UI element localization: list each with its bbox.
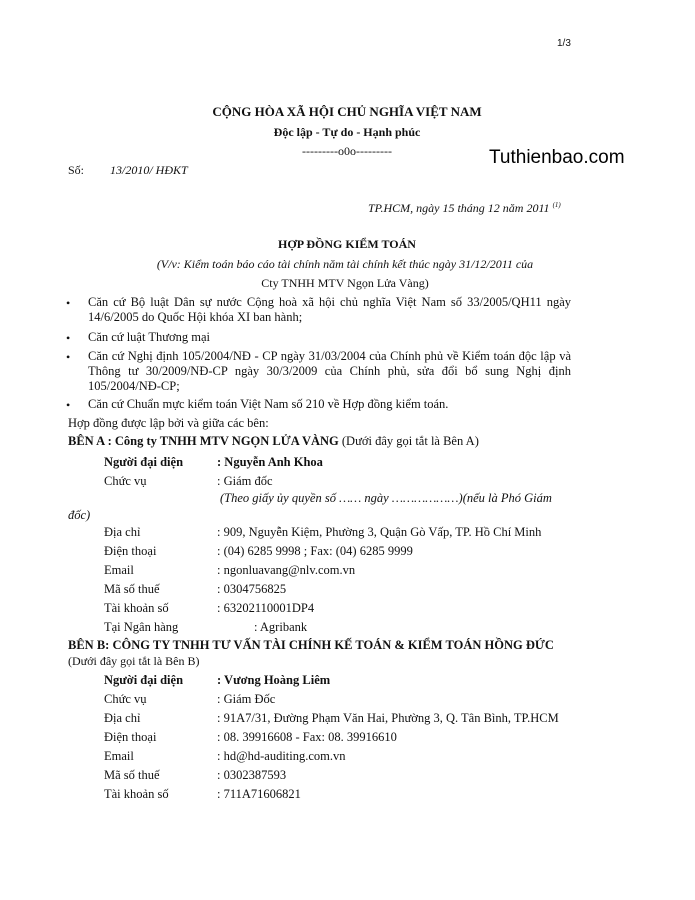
party-a-tax-value: : 0304756825 bbox=[217, 582, 287, 596]
party-b-rep-value: : Vương Hoàng Liêm bbox=[217, 673, 331, 687]
party-b-position-value: : Giám Đốc bbox=[217, 692, 276, 706]
party-a-account-label: Tài khoản số bbox=[104, 601, 169, 615]
bullet-icon: • bbox=[66, 350, 71, 364]
party-a-phone-value: : (04) 6285 9998 ; Fax: (04) 6285 9999 bbox=[217, 544, 413, 558]
intro-text: Hợp đồng được lập bởi và giữa các bên: bbox=[68, 416, 269, 430]
party-a-bank-label: Tại Ngân hàng bbox=[104, 620, 179, 634]
party-a-rep-value: : Nguyễn Anh Khoa bbox=[217, 455, 323, 469]
bullet-icon: • bbox=[66, 296, 71, 310]
party-a-position-value: : Giám đốc bbox=[217, 474, 273, 488]
watermark-text: Tuthienbao.com bbox=[489, 147, 625, 168]
party-a-account-value: : 63202110001DP4 bbox=[217, 601, 315, 615]
party-b-account-value: : 711A71606821 bbox=[217, 787, 301, 801]
party-b-address-label: Địa chỉ bbox=[104, 711, 141, 725]
contract-number: 13/2010/ HĐKT bbox=[110, 163, 188, 177]
bullet-icon: • bbox=[66, 331, 71, 345]
party-b-phone-label: Điện thoại bbox=[104, 730, 157, 744]
place-date-footnote: (1) bbox=[552, 201, 561, 209]
place-date bbox=[368, 201, 561, 216]
contract-subtitle-line2: Cty TNHH MTV Ngọn Lửa Vàng) bbox=[261, 276, 429, 290]
contract-number-label: Số: bbox=[68, 163, 85, 177]
party-a-rep-label: Người đại diện bbox=[104, 455, 184, 469]
party-a-heading bbox=[68, 434, 479, 449]
contract-subtitle-line1: (V/v: Kiểm toán báo cáo tài chính năm tài chính kết thúc ngày 31/12/2011 của bbox=[156, 257, 534, 271]
page-number: 1/3 bbox=[557, 38, 571, 49]
party-a-address-label: Địa chỉ bbox=[104, 525, 141, 539]
bullet-icon: • bbox=[66, 398, 71, 412]
party-a-address-value: : 909, Nguyễn Kiệm, Phường 3, Quận Gò Vấp, TP. Hồ Chí Minh bbox=[217, 525, 542, 539]
party-b-tax-label: Mã số thuế bbox=[104, 768, 160, 782]
party-b-note: (Dưới đây gọi tắt là Bên B) bbox=[68, 654, 200, 668]
party-a-email-label: Email bbox=[104, 563, 134, 577]
contract-title: HỢP ĐỒNG KIỂM TOÁN bbox=[278, 237, 416, 251]
party-a-note: (Dưới đây gọi tắt là Bên A) bbox=[338, 434, 479, 448]
national-motto: Độc lập - Tự do - Hạnh phúc bbox=[273, 125, 421, 139]
party-b-phone-value: : 08. 39916608 - Fax: 08. 39916610 bbox=[217, 730, 397, 744]
party-a-email-value: : ngonluavang@nlv.com.vn bbox=[217, 563, 356, 577]
party-a-bank-value: : Agribank bbox=[254, 620, 308, 634]
party-b-account-label: Tài khoản số bbox=[104, 787, 169, 801]
legal-basis-item: Căn cứ Nghị định 105/2004/NĐ - CP ngày 31/03/2004 của Chính phủ về Kiểm toán độc lập và Thông tư 30/2009/NĐ-CP ngày 30/3/2009 của Chính phủ, sửa đổi bổ sung Nghị định 105/2004/NĐ-CP; bbox=[88, 349, 571, 393]
party-a-tax-label: Mã số thuế bbox=[104, 582, 160, 596]
party-b-email-value: : hd@hd-auditing.com.vn bbox=[217, 749, 346, 763]
party-a-phone-label: Điện thoại bbox=[104, 544, 157, 558]
party-b-rep-label: Người đại diện bbox=[104, 673, 184, 687]
party-a-authorization-line1: (Theo giấy ủy quyền số …… ngày ………………)(nếu là Phó Giám bbox=[220, 491, 552, 505]
party-a-authorization-line2: đốc) bbox=[68, 508, 91, 522]
legal-basis-item: Căn cứ luật Thương mại bbox=[88, 330, 210, 344]
header-divider: ---------o0o--------- bbox=[302, 144, 392, 158]
party-b-position-label: Chức vụ bbox=[104, 692, 147, 706]
national-title: CỘNG HÒA XÃ HỘI CHỦ NGHĨA VIỆT NAM bbox=[212, 104, 482, 119]
party-b-email-label: Email bbox=[104, 749, 134, 763]
party-a-title: BÊN A : Công ty TNHH MTV NGỌN LỬA VÀNG bbox=[68, 434, 339, 448]
legal-basis-item: Căn cứ Chuẩn mực kiểm toán Việt Nam số 210 về Hợp đồng kiểm toán. bbox=[88, 397, 449, 411]
party-b-address-value: : 91A7/31, Đường Phạm Văn Hai, Phường 3, Q. Tân Bình, TP.HCM bbox=[217, 711, 559, 725]
party-b-tax-value: : 0302387593 bbox=[217, 768, 287, 782]
party-b-title: BÊN B: CÔNG TY TNHH TƯ VẤN TÀI CHÍNH KẾ TOÁN & KIỂM TOÁN HỒNG ĐỨC bbox=[68, 638, 554, 652]
party-a-position-label: Chức vụ bbox=[104, 474, 147, 488]
place-date-text: TP.HCM, ngày 15 tháng 12 năm 2011 bbox=[368, 201, 550, 215]
legal-basis-item: Căn cứ Bộ luật Dân sự nước Cộng hoà xã hội chủ nghĩa Việt Nam số 33/2005/QH11 ngày 14/6/2005 do Quốc Hội khóa XI ban hành; bbox=[88, 295, 571, 324]
